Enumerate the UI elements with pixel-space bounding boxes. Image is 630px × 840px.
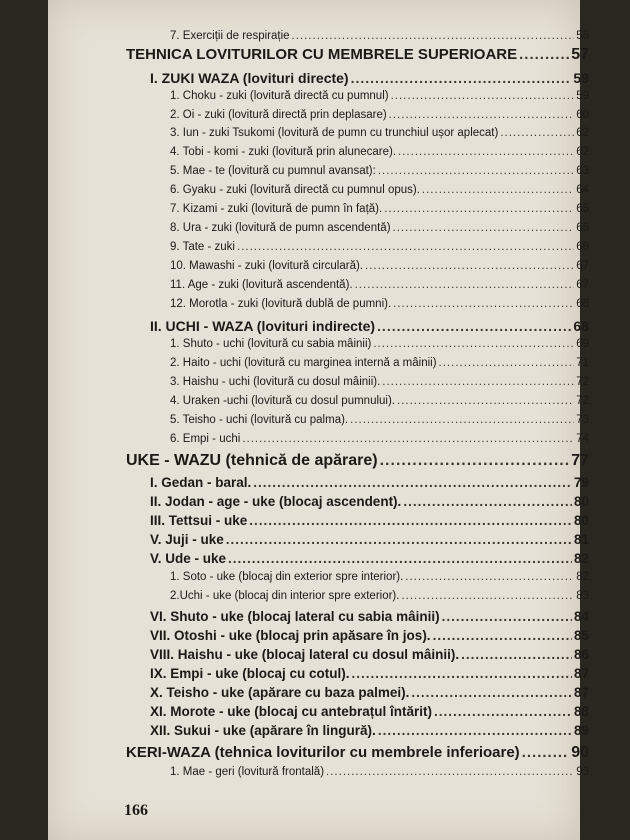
toc-entry-label: 9. Tate - zuki [170,241,235,253]
toc-section-heading [150,70,589,86]
leader-dots [500,127,574,139]
leader-dots [382,376,574,388]
toc-entry-page: 65 [576,203,589,215]
toc-entry-page: 77 [571,452,589,469]
toc-entry-label: 1. Choku - zuki (lovitură directă cu pumnul) [170,90,389,102]
toc-entry-label: VIII. Haishu - uke (blocaj lateral cu dosul mâinii). [150,647,460,662]
toc-entry-page: 81 [573,532,589,547]
toc-entry-page: 80 [573,513,589,528]
toc-entry-page: 63 [576,165,589,177]
leader-dots [522,744,570,761]
toc-chapter-heading [126,452,589,470]
toc-entry-page: 68 [576,298,589,310]
toc-entry [170,222,589,234]
toc-entry-label: 4. Tobi - komi - zuki (lovitură prin alunecare). [170,146,397,158]
leader-dots [355,279,575,291]
toc-entry-label: 3. Iun - zuki Tsukomi (lovitură de pumn cu trunchiul ușor aplecat) [170,127,499,139]
toc-section-heading [150,532,589,547]
toc-entry-label: III. Tettsui - uke [150,513,248,528]
toc-entry-page: 59 [576,90,589,102]
toc-entry-label: 1. Shuto - uchi (lovitură cu sabia mâinii) [170,338,372,350]
leader-dots [380,452,570,470]
toc-section-heading [150,723,589,738]
toc-entry-page: 73 [576,414,589,426]
toc-entry-page: 67 [576,260,589,272]
toc-entry-label: X. Teisho - uke (apărare cu baza palmei). [150,685,410,700]
toc-entry [170,30,589,42]
toc-entry-page: 59 [573,70,589,86]
leader-dots [401,590,574,602]
toc-entry [170,279,589,291]
toc-entry-page: 84 [573,609,589,624]
leader-dots [226,532,572,547]
toc-entry-page: 66 [576,241,589,253]
toc-entry-label: 10. Mawashi - zuki (lovitură circulară). [170,260,364,272]
toc-entry [170,433,589,445]
toc-chapter-heading [126,744,589,762]
leader-dots [398,146,574,158]
leader-dots [249,513,572,528]
leader-dots [253,475,572,490]
toc-entry-page: 74 [576,433,589,445]
toc-entry [170,376,589,388]
toc-entry-label: V. Ude - uke [150,551,227,566]
toc-entry-label: IX. Empi - uke (blocaj cu cotul). [150,666,350,681]
leader-dots [405,571,574,583]
toc-entry [170,127,589,139]
toc-entry-page: 83 [576,590,589,602]
toc-entry-label: 2. Oi - zuki (lovitură directă prin deplasare) [170,109,387,121]
toc-entry-label: TEHNICA LOVITURILOR CU MEMBRELE SUPERIOARE [126,46,518,63]
toc-section-heading [150,609,589,624]
toc-entry-page: 68 [573,318,589,334]
toc-entry-label: VII. Otoshi - uke (blocaj prin apăsare în jos). [150,628,431,643]
toc-entry [170,395,589,407]
leader-dots [403,494,572,509]
leader-dots [384,203,574,215]
toc-entry-label: 1. Soto - uke (blocaj din exterior spre interior). [170,571,404,583]
leader-dots [237,241,574,253]
toc-entry [170,298,589,310]
toc-entry-label: XI. Morote - uke (blocaj cu antebrațul întărit) [150,704,433,719]
page-number: 166 [124,802,148,819]
toc-entry [170,338,589,350]
toc-entry-page: 72 [576,376,589,388]
toc-entry [170,109,589,121]
toc-entry [170,590,589,602]
toc-entry-label: 5. Teisho - uchi (lovitură cu palma). [170,414,349,426]
toc-entry-page: 86 [573,647,589,662]
toc-chapter-heading [126,46,589,64]
toc-entry [170,203,589,215]
toc-entry-page: 62 [576,127,589,139]
leader-dots [519,46,569,63]
toc-entry [170,90,589,102]
leader-dots [350,414,574,426]
leader-dots [373,338,574,350]
toc-entry-page: 93 [576,766,589,778]
toc-entry-label: 2. Haito - uchi (lovitură cu marginea internă a mâinii) [170,357,437,369]
leader-dots [292,30,575,42]
leader-dots [391,90,575,102]
toc-entry [170,571,589,583]
toc-entry [170,414,589,426]
toc-entry-label: II. Jodan - age - uke (blocaj ascendent). [150,494,402,509]
toc-entry-page: 62 [576,146,589,158]
toc-section-heading [150,494,589,509]
toc-entry-label: 8. Ura - zuki (lovitură de pumn ascendentă) [170,222,391,234]
leader-dots [433,628,572,643]
toc-entry-page: 71 [576,357,589,369]
toc-entry-label: I. ZUKI WAZA (lovituri directe) [150,70,349,86]
toc-entry-page: 90 [571,744,589,761]
toc-section-heading [150,551,589,566]
toc-entry-page: 55 [576,30,589,42]
toc-entry-label: 6. Empi - uchi [170,433,241,445]
toc-entry-label: 7. Exerciții de respirație [170,30,290,42]
toc-entry-label: 7. Kizami - zuki (lovitură de pumn în față). [170,203,383,215]
toc-section-heading [150,647,589,662]
book-page [48,0,589,840]
toc-entry-page: 67 [576,279,589,291]
toc-entry-label: 4. Uraken -uchi (lovitură cu dosul pumnului). [170,395,395,407]
leader-dots [411,685,572,700]
toc-entry-page: 60 [576,109,589,121]
toc-entry [170,260,589,272]
toc-section-heading [150,475,589,490]
toc-section-heading [150,318,589,334]
toc-entry-page: 89 [573,723,589,738]
toc-section-heading [150,704,589,719]
toc-entry-page: 57 [571,46,589,63]
toc-entry-label: 5. Mae - te (lovitură cu pumnul avansat): [170,165,376,177]
toc-entry [170,241,589,253]
toc-entry-page: 69 [576,338,589,350]
toc-entry-page: 64 [576,184,589,196]
leader-dots [228,551,572,566]
leader-dots [434,704,572,719]
leader-dots [397,395,574,407]
toc-entry-label: 1. Mae - geri (lovitură frontală) [170,766,325,778]
toc-section-heading [150,685,589,700]
toc-entry-label: 11. Age - zuki (lovitură ascendentă). [170,279,353,291]
toc-entry-page: 88 [573,704,589,719]
leader-dots [242,433,574,445]
toc-entry [170,165,589,177]
toc-entry-page: 72 [576,395,589,407]
toc-entry-label: 2.Uchi - uke (blocaj din interior spre exterior). [170,590,400,602]
toc-section-heading [150,513,589,528]
leader-dots [351,70,572,86]
toc-entry-page: 87 [573,666,589,681]
toc-section-heading [150,666,589,681]
toc-entry-label: 3. Haishu - uchi (lovitură cu dosul mâinii). [170,376,381,388]
leader-dots [393,222,575,234]
leader-dots [461,647,572,662]
toc-entry-label: XII. Sukui - uke (apărare în lingură). [150,723,376,738]
leader-dots [377,318,571,334]
toc-entry-page: 66 [576,222,589,234]
toc-entry-page: 85 [573,628,589,643]
toc-entry [170,357,589,369]
toc-entry-label: 6. Gyaku - zuki (lovitură directă cu pumnul opus). [170,184,420,196]
leader-dots [393,298,574,310]
leader-dots [442,609,572,624]
toc-entry-label: I. Gedan - baral. [150,475,252,490]
toc-entry [170,146,589,158]
leader-dots [439,357,575,369]
toc-entry [170,766,589,778]
toc-entry-page: 82 [576,571,589,583]
leader-dots [422,184,574,196]
toc-entry-label: 12. Morotla - zuki (lovitură dublă de pumni). [170,298,392,310]
toc-entry-page: 79 [573,475,589,490]
toc-entry-label: VI. Shuto - uke (blocaj lateral cu sabia mâinii) [150,609,440,624]
toc-entry-label: UKE - WAZU (tehnică de apărare) [126,452,378,469]
leader-dots [378,723,572,738]
leader-dots [326,766,574,778]
toc-entry-label: KERI-WAZA (tehnica loviturilor cu membrele inferioare) [126,744,520,761]
toc-entry-label: V. Juji - uke [150,532,224,547]
leader-dots [378,165,574,177]
toc-entry-page: 80 [573,494,589,509]
leader-dots [352,666,572,681]
toc-entry-page: 87 [573,685,589,700]
leader-dots [389,109,575,121]
toc-section-heading [150,628,589,643]
toc-entry-label: II. UCHI - WAZA (lovituri indirecte) [150,318,376,334]
leader-dots [365,260,574,272]
toc-entry-page: 82 [573,551,589,566]
toc-entry [170,184,589,196]
